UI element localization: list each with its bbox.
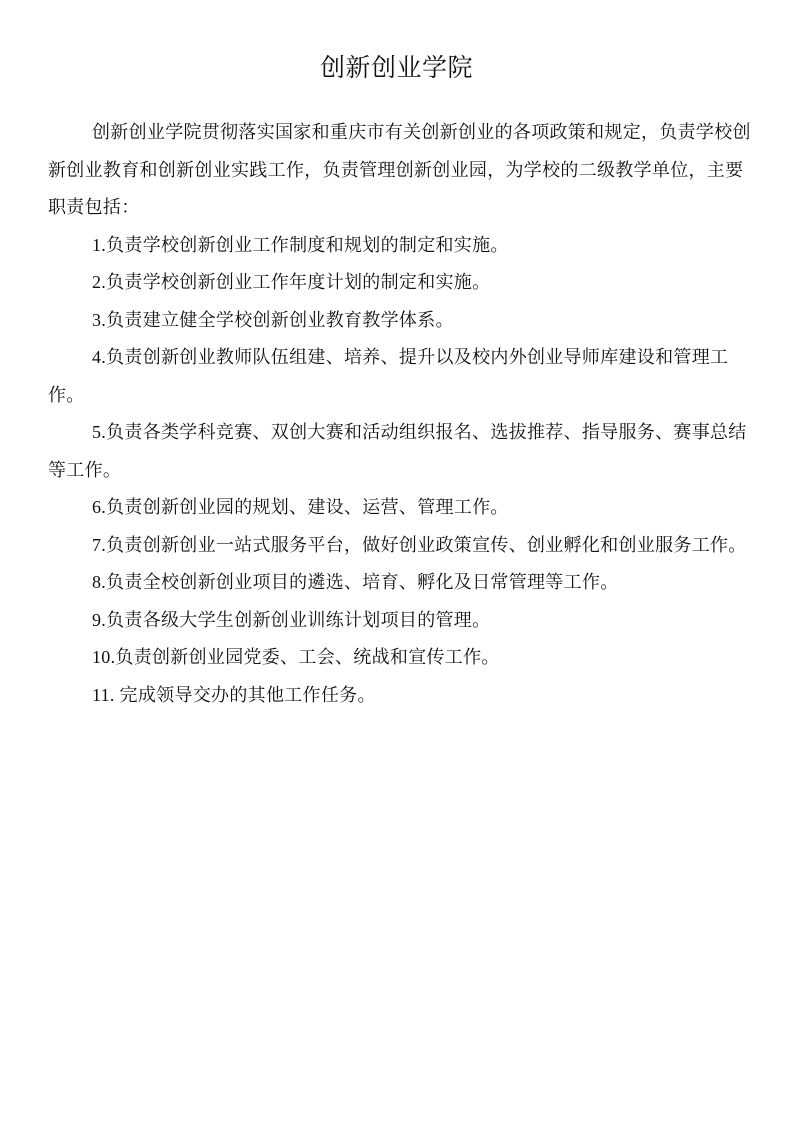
item-text: 负责学校创新创业工作年度计划的制定和实施。 bbox=[106, 272, 491, 293]
item-text: 负责各类学科竞赛、双创大赛和活动组织报名、选拔推荐、指导服务、赛事总结等工作。 bbox=[48, 422, 747, 481]
duty-item-7 bbox=[48, 527, 754, 565]
item-text: 负责创新创业一站式服务平台，做好创业政策宣传、创业孵化和创业服务工作。 bbox=[106, 534, 747, 556]
item-number: 9. bbox=[92, 609, 107, 630]
item-number: 3. bbox=[92, 309, 107, 330]
duty-item-6 bbox=[48, 489, 754, 527]
item-text: 完成领导交办的其他工作任务。 bbox=[119, 684, 376, 706]
document-body bbox=[48, 114, 754, 714]
item-number: 1. bbox=[92, 234, 107, 255]
item-number: 11. bbox=[92, 684, 120, 705]
item-text: 负责建立健全学校创新创业教育教学体系。 bbox=[106, 309, 454, 331]
duty-item-10 bbox=[48, 639, 754, 677]
duty-item-9 bbox=[48, 602, 754, 640]
item-number: 2. bbox=[92, 272, 107, 292]
item-number: 6. bbox=[92, 497, 107, 517]
item-text: 负责创新创业教师队伍组建、培养、提升以及校内外创业导师库建设和管理工作。 bbox=[48, 347, 729, 406]
item-number: 5. bbox=[92, 422, 107, 442]
duty-item-8 bbox=[48, 564, 754, 602]
item-text: 负责学校创新创业工作制度和规划的制定和实施。 bbox=[106, 234, 509, 256]
duty-item-4 bbox=[48, 339, 754, 414]
item-number: 7. bbox=[92, 534, 107, 555]
duty-item-1 bbox=[48, 227, 754, 265]
item-text: 负责创新创业园党委、工会、统战和宣传工作。 bbox=[115, 647, 500, 668]
item-text: 负责全校创新创业项目的遴选、培育、孵化及日常管理等工作。 bbox=[106, 572, 619, 593]
document-title: 创新创业学院 bbox=[319, 53, 473, 82]
duty-item-3 bbox=[48, 302, 754, 340]
duty-item-2 bbox=[48, 264, 754, 302]
intro-paragraph: 创新创业学院贯彻落实国家和重庆市有关创新创业的各项政策和规定，负责学校创新创业教育和创新创业实践工作，负责管理创新创业园，为学校的二级教学单位，主要职责包括： bbox=[48, 122, 751, 218]
item-text: 负责各级大学生创新创业训练计划项目的管理。 bbox=[106, 609, 491, 631]
item-text: 负责创新创业园的规划、建设、运营、管理工作。 bbox=[106, 497, 509, 518]
item-number: 8. bbox=[92, 572, 107, 592]
item-number: 10. bbox=[92, 647, 116, 667]
duty-item-5 bbox=[48, 414, 754, 489]
item-number: 4. bbox=[92, 347, 107, 367]
duty-item-11 bbox=[48, 677, 754, 715]
